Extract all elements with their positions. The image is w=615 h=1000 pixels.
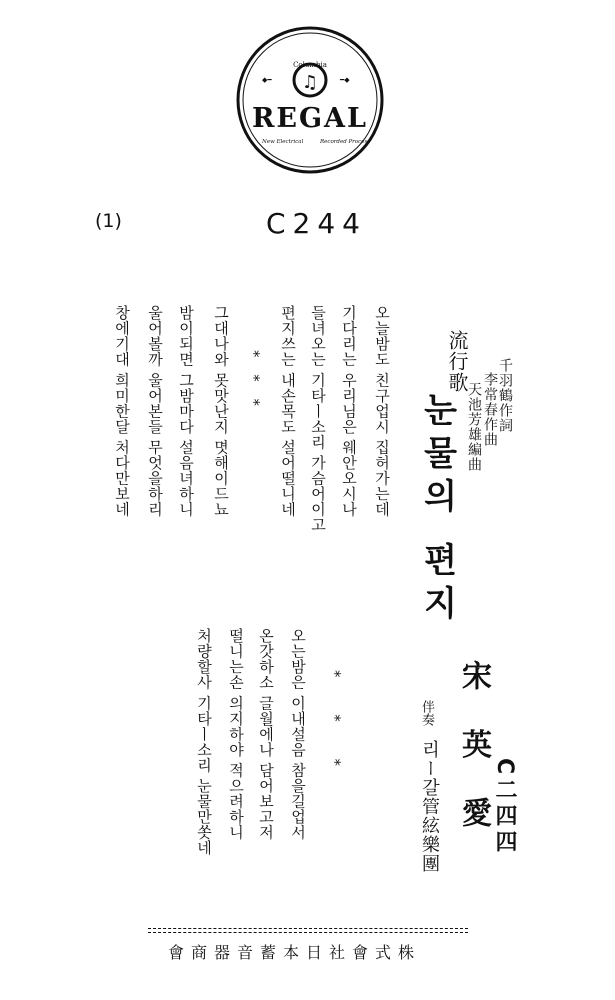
svg-text:♫: ♫ (301, 72, 319, 93)
singer-name: 宋 英 愛 (456, 660, 491, 841)
accompaniment: 리ー갈管絃樂團 (419, 740, 440, 873)
svg-text:━◆: ━◆ (340, 76, 350, 84)
song-title: 눈물의 편지 (417, 392, 457, 628)
lyric-line: 밤이되면 그밤마다 설음녀하니 (177, 305, 195, 518)
logo-left-text: New Electrical (262, 139, 304, 145)
logo-right-text: Recorded Process (320, 139, 371, 145)
lyric-line: 온갓하소 글월에나 담어보고저 (257, 628, 275, 841)
logo-brand: REGAL (251, 103, 369, 134)
footer-company: 株式會社日本蓄音器商會 (168, 943, 422, 962)
genre-label: 流行歌 (445, 330, 469, 393)
credit-line: 千羽鶴作詞 (497, 358, 513, 433)
lyric-line: 처량할사 기타ㅣ소리 눈물만쏫네 (195, 628, 213, 856)
logo-top-text: Columbia (293, 61, 327, 69)
accompaniment-label: 伴奏 (419, 700, 434, 726)
svg-text:◆━: ◆━ (262, 76, 272, 84)
lyric-line: 들녀오는 기타ㅣ소리 가슴어이고 (309, 305, 327, 533)
lyric-line: 그대나와 못맛난지 몃해이드뇨 (212, 305, 230, 518)
lyric-line: 울어볼까 울어본들 무엇을하리 (146, 305, 164, 518)
credit-line: 李常春作曲 (482, 372, 498, 447)
catalog-number: C244 (266, 207, 367, 240)
lyric-line: 떨니는손 의지하야 적으려하니 (227, 628, 245, 841)
side-number: (1) (95, 210, 122, 232)
separator-stars: * * * (245, 350, 263, 413)
lyric-line: 오는밤은 이내설음 참을길업서 (289, 628, 307, 841)
catalog-kanji: C二四四 (492, 758, 517, 857)
lyric-line: 기다리는 우리님은 웨안오시나 (340, 305, 358, 518)
footer-rules (148, 928, 468, 934)
regal-logo (234, 24, 386, 176)
credit-line: 天池芳雄編曲 (466, 382, 482, 472)
separator-stars: * * * (326, 670, 344, 783)
lyric-line: 오늘밤도 친구업시 집허가는데 (373, 305, 391, 518)
lyric-line: 창에기대 희미한달 처다만보네 (113, 305, 131, 518)
lyric-line: 편지쓰는 내손목도 설어떨니네 (279, 305, 297, 518)
